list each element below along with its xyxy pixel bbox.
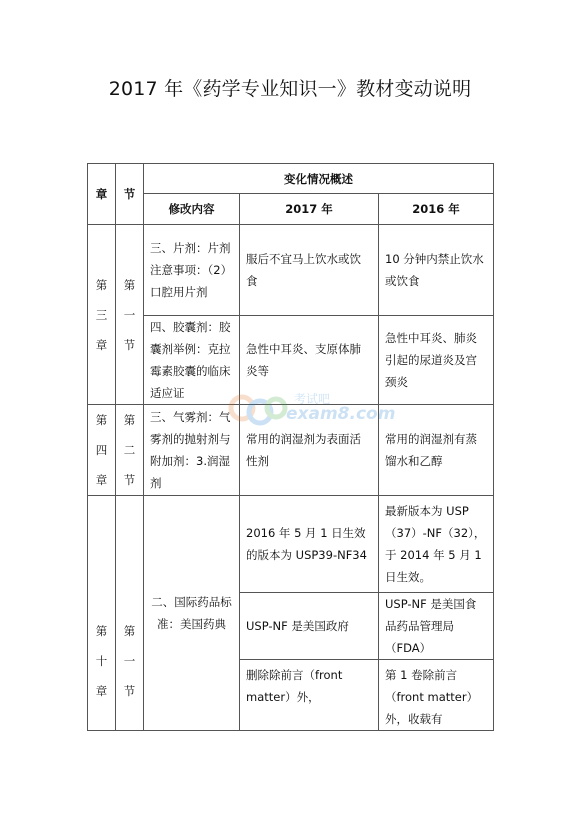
header-2017: 2017 年 [240,194,379,225]
page-title: 2017 年《药学专业知识一》教材变动说明 [108,78,472,100]
content-cell: 三、片剂：片剂注意事项：（2）口腔用片剂 [144,225,240,316]
cell-2016: 常用的润湿剂有蒸馏水和乙醇 [379,405,494,496]
watermark-text: 考试吧 [294,392,331,406]
change-table [87,163,494,731]
section-cell-10-1: 第 一 节 [116,593,144,731]
section-cell-empty [116,496,144,593]
cell-2017: 急性中耳炎、支原体肺炎等 [240,316,379,405]
content-cell-usp: 二、国际药品标准：美国药典 [144,496,240,731]
cell-2017: 删除除前言（front matter）外， [240,660,379,731]
table-row [88,316,494,405]
cell-2017: 常用的润湿剂为表面活性剂 [240,405,379,496]
chapter-cell-empty [88,496,116,593]
table-row [88,225,494,316]
table-row [88,405,494,496]
watermark-domain: exam8.com [286,404,396,424]
chapter-cell-3: 第 三 章 [88,225,116,405]
header-content: 修改内容 [144,194,240,225]
content-cell: 四、胶囊剂：胶囊剂举例：克拉霉素胶囊的临床适应证 [144,316,240,405]
cell-2016: 10 分钟内禁止饮水或饮食 [379,225,494,316]
chapter-cell-10: 第 十 章 [88,593,116,731]
header-row-1 [88,164,494,194]
section-cell-4-2: 第 二 节 [116,405,144,496]
cell-2016: 最新版本为 USP（37）-NF（32），于 2014 年 5 月 1 日生效。 [379,496,494,593]
cell-2016: USP-NF 是美国食品药品管理局（FDA） [379,593,494,660]
cell-2017: 服后不宜马上饮水或饮食 [240,225,379,316]
header-overview: 变化情况概述 [144,164,494,194]
table-row [88,496,494,593]
header-chapter: 章 [88,164,116,225]
cell-2016: 急性中耳炎、肺炎引起的尿道炎及宫颈炎 [379,316,494,405]
cell-2017: USP-NF 是美国政府 [240,593,379,660]
chapter-cell-4: 第 四 章 [88,405,116,496]
header-2016: 2016 年 [379,194,494,225]
content-cell: 三、气雾剂：气雾剂的抛射剂与附加剂：3.润湿剂 [144,405,240,496]
header-section: 节 [116,164,144,225]
section-cell-3-1: 第 一 节 [116,225,144,405]
cell-2017: 2016 年 5 月 1 日生效的版本为 USP39-NF34 [240,496,379,593]
cell-2016: 第 1 卷除前言（front matter）外，收载有 [379,660,494,731]
header-row-2 [88,194,494,225]
